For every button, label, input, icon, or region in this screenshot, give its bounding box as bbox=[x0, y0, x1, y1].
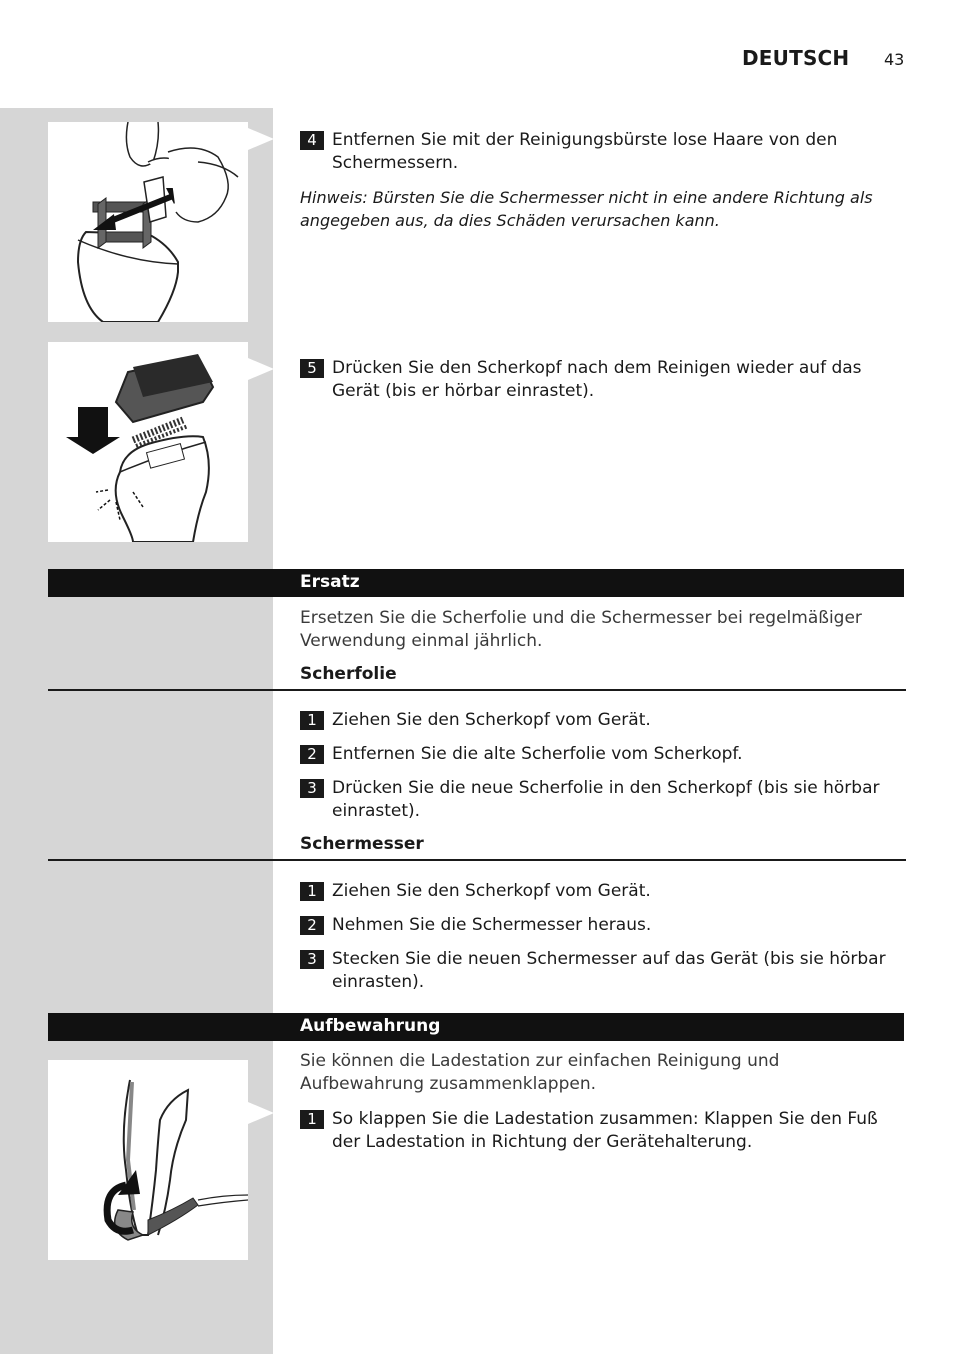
figure-pointer bbox=[248, 1102, 274, 1124]
subheading-foil: Scherfolie bbox=[300, 664, 397, 684]
step-number: 4 bbox=[300, 131, 324, 150]
section-title: Aufbewahrung bbox=[300, 1016, 441, 1036]
figure-brush-cleaning bbox=[48, 122, 248, 322]
figure-pointer bbox=[248, 128, 274, 150]
cutter-step-2 bbox=[300, 914, 905, 937]
subheading-cutters: Schermesser bbox=[300, 834, 424, 854]
step-text: Drücken Sie die neue Scherfolie in den Scherkopf (bis sie hörbar einrastet). bbox=[332, 778, 880, 821]
cleaning-note: Hinweis: Bürsten Sie die Schermesser nicht in eine andere Richtung als angegeben aus, da dies Schäden verursachen kann. bbox=[300, 188, 873, 230]
step-text: Ziehen Sie den Scherkopf vom Gerät. bbox=[332, 710, 651, 730]
replacement-intro: Ersetzen Sie die Scherfolie und die Schermesser bei regelmäßiger Verwendung einmal jährlich. bbox=[300, 608, 862, 651]
step-text: Nehmen Sie die Schermesser heraus. bbox=[332, 915, 652, 935]
fold-stand-illustration bbox=[48, 1060, 248, 1260]
section-bar-replacement bbox=[48, 569, 904, 597]
step-number: 3 bbox=[300, 950, 324, 969]
step-text: Stecken Sie die neuen Schermesser auf das Gerät (bis sie hörbar einrasten). bbox=[332, 949, 886, 992]
foil-step-1 bbox=[300, 709, 905, 732]
step-text: Entfernen Sie die alte Scherfolie vom Scherkopf. bbox=[332, 744, 743, 764]
storage-step-1 bbox=[300, 1108, 905, 1154]
step-text: Entfernen Sie mit der Reinigungsbürste lose Haare von den Schermessern. bbox=[332, 130, 838, 173]
section-bar-storage bbox=[48, 1013, 904, 1041]
step-number: 2 bbox=[300, 916, 324, 935]
step-number: 1 bbox=[300, 711, 324, 730]
cutter-step-3 bbox=[300, 948, 905, 994]
cleaning-step-5 bbox=[300, 357, 905, 403]
storage-intro: Sie können die Ladestation zur einfachen Reinigung und Aufbewahrung zusammenklappen. bbox=[300, 1051, 780, 1094]
step-number: 2 bbox=[300, 745, 324, 764]
step-number: 5 bbox=[300, 359, 324, 378]
figure-reattach-head bbox=[48, 342, 248, 542]
step-number: 3 bbox=[300, 779, 324, 798]
step-number: 1 bbox=[300, 1110, 324, 1129]
step-text: So klappen Sie die Ladestation zusammen: Klappen Sie den Fuß der Ladestation in Richtung der Gerätehalterung. bbox=[332, 1109, 878, 1152]
language-header: DEUTSCH bbox=[742, 46, 850, 70]
brush-cleaning-illustration bbox=[48, 122, 248, 322]
step-text: Drücken Sie den Scherkopf nach dem Reinigen wieder auf das Gerät (bis er hörbar einrastet). bbox=[332, 358, 862, 401]
figure-fold-stand bbox=[48, 1060, 248, 1260]
foil-step-2 bbox=[300, 743, 905, 766]
cutter-step-1 bbox=[300, 880, 905, 903]
section-title: Ersatz bbox=[300, 572, 360, 592]
step-text: Ziehen Sie den Scherkopf vom Gerät. bbox=[332, 881, 651, 901]
cleaning-step-4 bbox=[300, 129, 905, 175]
page-number: 43 bbox=[884, 50, 905, 69]
step-number: 1 bbox=[300, 882, 324, 901]
divider bbox=[48, 689, 906, 691]
divider bbox=[48, 859, 906, 861]
reattach-head-illustration bbox=[48, 342, 248, 542]
figure-pointer bbox=[248, 358, 274, 380]
foil-step-3 bbox=[300, 777, 905, 823]
